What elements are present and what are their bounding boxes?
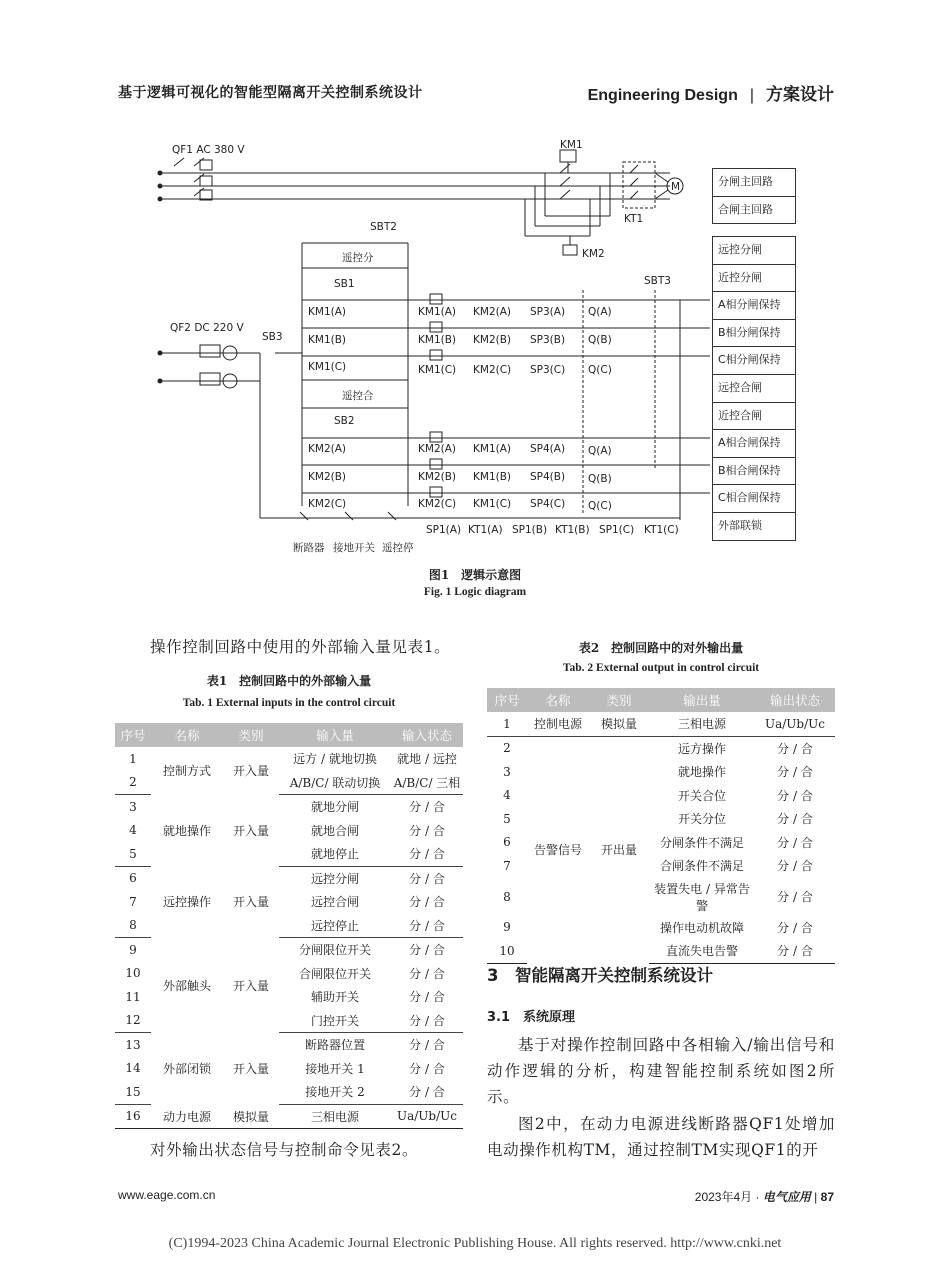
km2a-mid: KM2(A) <box>418 443 457 455</box>
side-box-open-main: 分闸主回路 <box>713 169 795 197</box>
section-header-cn: 方案设计 <box>766 85 834 104</box>
motor-label: M <box>671 181 681 193</box>
sbt3-label: SBT3 <box>644 275 671 287</box>
table1-header: 序号 <box>115 723 151 747</box>
cell-state: 就地 / 远控 <box>397 752 457 767</box>
row-number: 14 <box>125 1061 141 1076</box>
table1 <box>115 723 463 1129</box>
cell-state: 分 / 合 <box>409 943 445 958</box>
cell-item: 辅助开关 <box>310 990 359 1005</box>
km1b-mid: KM1(B) <box>418 334 457 346</box>
row-number: 1 <box>129 751 137 766</box>
cell-item: 远控分闸 <box>310 871 359 886</box>
cell-state: Ua/Ub/Uc <box>755 712 835 736</box>
group-name: 告警信号 <box>533 843 582 858</box>
row-number: 6 <box>129 871 137 886</box>
breaker-label: 断路器 <box>293 542 325 554</box>
group-name: 控制电源 <box>527 712 589 736</box>
table1-caption-en: Tab. 1 External inputs in the control circuit <box>182 697 396 709</box>
cell-item: 接地开关 2 <box>279 1080 391 1104</box>
table2-header: 名称 <box>527 688 589 712</box>
table1-header: 输入状态 <box>391 723 463 747</box>
side-box-remote-close: 远控合闸 <box>713 375 795 403</box>
cell-item: 合闸条件不满足 <box>659 859 744 874</box>
km1c-mid: KM1(C) <box>418 364 457 376</box>
row-number: 5 <box>115 842 151 866</box>
cell-item: 直流失电告警 <box>649 939 755 963</box>
kt1c-label: KT1(C) <box>644 524 679 536</box>
table2-caption-en: Tab. 2 External output in control circuit <box>562 662 760 674</box>
km2b-left: KM2(B) <box>308 471 347 483</box>
cell-state: Ua/Ub/Uc <box>391 1104 463 1129</box>
row-number: 5 <box>503 811 511 826</box>
row-number: 15 <box>115 1080 151 1104</box>
group-type: 开出量 <box>600 843 637 858</box>
side-box-b-open-hold: B相分闸保持 <box>713 320 795 348</box>
row-number: 7 <box>503 858 511 873</box>
cell-item: 接地开关 1 <box>305 1061 365 1076</box>
cell-state: 分 / 合 <box>409 990 445 1005</box>
table1-header: 类别 <box>223 723 279 747</box>
page-number: 87 <box>820 1190 834 1204</box>
sp3a-label: SP3(A) <box>530 306 566 318</box>
header-separator: | <box>749 87 754 104</box>
kt1a-label: KT1(A) <box>468 524 503 536</box>
table2-header: 输出量 <box>649 688 755 712</box>
table-row <box>115 795 463 819</box>
figure1-caption-cn: 图1 逻辑示意图 <box>428 568 522 582</box>
km1-label: KM1 <box>560 140 583 151</box>
cell-state: 分 / 合 <box>409 800 445 815</box>
group-name: 外部触头 <box>162 978 211 993</box>
table-row <box>115 1033 463 1057</box>
footer-separator: | <box>814 1190 818 1204</box>
kt1b-label: KT1(B) <box>555 524 590 536</box>
cell-item: 远控停止 <box>279 914 391 938</box>
cell-item: 断路器位置 <box>304 1038 365 1053</box>
row-number: 10 <box>125 966 141 981</box>
cell-item: 分闸条件不满足 <box>659 835 744 850</box>
cell-state: 分 / 合 <box>409 871 445 886</box>
cell-item: 分闸限位开关 <box>298 943 371 958</box>
side-box-c-close-hold: C相合闸保持 <box>713 485 795 513</box>
cell-state: 分 / 合 <box>409 966 445 981</box>
table1-header-row <box>115 723 463 747</box>
side-box-a-close-hold: A相合闸保持 <box>713 430 795 458</box>
section-header-en: Engineering Design <box>587 87 738 104</box>
row-number: 16 <box>115 1104 151 1129</box>
group-name: 外部闭锁 <box>162 1061 211 1076</box>
cell-state: 分 / 合 <box>777 812 813 827</box>
sp3b-label: SP3(B) <box>530 334 566 346</box>
cell-item: 操作电动机故障 <box>659 920 744 935</box>
group-type: 开入量 <box>232 895 269 910</box>
row-number: 10 <box>487 939 527 963</box>
sp4b-label: SP4(B) <box>530 471 566 483</box>
section3-title: 3 智能隔离开关控制系统设计 <box>487 966 713 985</box>
copyright-notice: (C)1994-2023 China Academic Journal Electronic Publishing House. All rights reserved. http://www.cnki.net <box>168 1236 782 1251</box>
km1a-mid2: KM1(A) <box>473 443 512 455</box>
cell-state: 分 / 合 <box>777 890 813 904</box>
para-after-table1: 对外输出状态信号与控制命令见表2。 <box>150 1141 419 1159</box>
para-before-table1: 操作控制回路中使用的外部输入量见表1。 <box>150 638 451 656</box>
sb3-label: SB3 <box>262 331 283 343</box>
km1c-left: KM1(C) <box>308 361 347 373</box>
qc-top: Q(C) <box>588 364 612 376</box>
km2b-mid1: KM2(B) <box>473 334 512 346</box>
row-number: 8 <box>503 889 511 904</box>
row-number: 9 <box>129 942 137 957</box>
row-number: 9 <box>503 920 511 935</box>
section31-title: 3.1 系统原理 <box>487 1010 576 1025</box>
main-circuit-boxes <box>712 168 796 224</box>
earth-switch-label: 接地开关 <box>333 542 375 554</box>
cell-item: 远控合闸 <box>310 895 359 910</box>
group-name: 就地操作 <box>162 823 211 838</box>
table-row <box>115 747 463 771</box>
group-type: 模拟量 <box>589 712 649 736</box>
sb2-label: SB2 <box>334 415 355 427</box>
group-type: 开入量 <box>232 823 269 838</box>
logic-diagram <box>150 140 710 560</box>
table-row <box>487 712 835 736</box>
cell-state: 分 / 合 <box>777 788 813 803</box>
row-number: 4 <box>503 788 511 803</box>
table-row <box>487 736 835 760</box>
cell-state: 分 / 合 <box>409 895 445 910</box>
row-number: 11 <box>125 989 141 1004</box>
cell-state: 分 / 合 <box>391 842 463 866</box>
kt1-label: KT1 <box>624 213 644 225</box>
km2c-left: KM2(C) <box>308 498 347 510</box>
sp1a-label: SP1(A) <box>426 524 462 536</box>
sb1-label: SB1 <box>334 278 355 290</box>
table2-header-row <box>487 688 835 712</box>
row-number: 12 <box>115 1009 151 1033</box>
qb-bottom: Q(B) <box>588 473 612 485</box>
km1b-left: KM1(B) <box>308 334 347 346</box>
side-box-a-open-hold: A相分闸保持 <box>713 292 795 320</box>
side-box-external-interlock: 外部联锁 <box>713 513 795 541</box>
km1a-left: KM1(A) <box>308 306 347 318</box>
group-type: 开入量 <box>232 978 269 993</box>
cell-state: 分 / 合 <box>391 914 463 938</box>
row-number: 3 <box>129 799 137 814</box>
cell-item: 远方 / 就地切换 <box>293 752 377 767</box>
side-box-c-open-hold: C相分闸保持 <box>713 347 795 375</box>
control-circuit-boxes <box>712 236 796 541</box>
footer-website: www.eage.com.cn <box>118 1188 216 1202</box>
sp4a-label: SP4(A) <box>530 443 566 455</box>
row-number: 7 <box>129 894 137 909</box>
group-name: 远控操作 <box>162 895 211 910</box>
km1b-mid2: KM1(B) <box>473 471 512 483</box>
cell-state: 分 / 合 <box>409 1038 445 1053</box>
cell-item: 就地操作 <box>677 765 726 780</box>
table-row <box>115 1104 463 1129</box>
km1a-mid: KM1(A) <box>418 306 457 318</box>
table2-header: 输出状态 <box>755 688 835 712</box>
table2 <box>487 688 835 964</box>
qf2-label: QF2 DC 220 V <box>170 322 244 334</box>
cell-state: 分 / 合 <box>777 835 813 850</box>
side-box-near-close: 近控合闸 <box>713 403 795 431</box>
qc-bottom: Q(C) <box>588 500 612 512</box>
qa-bottom: Q(A) <box>588 445 612 457</box>
cell-state: 分 / 合 <box>391 1080 463 1104</box>
cell-item: 开关合位 <box>677 788 726 803</box>
cell-item: 远方操作 <box>677 741 726 756</box>
km2a-left: KM2(A) <box>308 443 347 455</box>
figure1-caption-en: Fig. 1 Logic diagram <box>423 586 527 598</box>
row-number: 2 <box>115 771 151 795</box>
cell-state: 分 / 合 <box>391 1009 463 1033</box>
sp1c-label: SP1(C) <box>599 524 635 536</box>
remote-stop-label: 遥控停 <box>382 542 414 554</box>
row-number: 3 <box>503 764 511 779</box>
group-type: 开入量 <box>232 1061 269 1076</box>
row-number: 1 <box>487 712 527 736</box>
para-31-2: 图2中，在动力电源进线断路器QF1处增加电动操作机构TM，通过控制TM实现QF1的开 <box>487 1115 835 1159</box>
side-box-remote-open: 远控分闸 <box>713 237 795 265</box>
footer-date: 2023年4月 · <box>694 1190 760 1204</box>
table2-header: 序号 <box>487 688 527 712</box>
group-type: 模拟量 <box>223 1104 279 1129</box>
km2c-mid: KM2(C) <box>418 498 457 510</box>
row-number: 4 <box>129 823 137 838</box>
table-row <box>115 938 463 962</box>
journal-logo: 电气应用 <box>762 1190 811 1204</box>
km2c-mid1: KM2(C) <box>473 364 512 376</box>
group-type: 开入量 <box>232 764 269 779</box>
side-box-b-close-hold: B相合闸保持 <box>713 458 795 486</box>
sbt2-label: SBT2 <box>370 221 397 233</box>
qf1-label: QF1 AC 380 V <box>172 144 245 156</box>
cell-item: 开关分位 <box>677 812 726 827</box>
table2-header: 类别 <box>589 688 649 712</box>
sp3c-label: SP3(C) <box>530 364 566 376</box>
side-box-close-main: 合闸主回路 <box>713 197 795 225</box>
table2-caption-cn: 表2 控制回路中的对外输出量 <box>578 641 744 655</box>
table1-header: 名称 <box>151 723 223 747</box>
cell-state: 分 / 合 <box>777 859 813 874</box>
side-box-near-open: 近控分闸 <box>713 265 795 293</box>
table1-caption-cn: 表1 控制回路中的外部输入量 <box>206 674 372 688</box>
cell-item: A/B/C/ 联动切换 <box>279 771 391 795</box>
row-number: 6 <box>503 835 511 850</box>
km2b-mid: KM2(B) <box>418 471 457 483</box>
sp1b-label: SP1(B) <box>512 524 548 536</box>
cell-item: 三相电源 <box>649 712 755 736</box>
cell-state: 分 / 合 <box>409 823 445 838</box>
table-row <box>115 866 463 890</box>
cell-state: A/B/C/ 三相 <box>391 771 463 795</box>
km2a-mid1: KM2(A) <box>473 306 512 318</box>
remote-close-label: 遥控合 <box>342 390 374 402</box>
group-name: 控制方式 <box>162 764 211 779</box>
cell-item: 三相电源 <box>279 1104 391 1129</box>
cell-item: 门控开关 <box>279 1009 391 1033</box>
cell-item: 就地停止 <box>279 842 391 866</box>
row-number: 2 <box>503 741 511 756</box>
cell-state: 分 / 合 <box>755 939 835 963</box>
cell-state: 分 / 合 <box>777 765 813 780</box>
cell-state: 分 / 合 <box>777 741 813 756</box>
qb-top: Q(B) <box>588 334 612 346</box>
row-number: 13 <box>125 1037 141 1052</box>
sp4c-label: SP4(C) <box>530 498 566 510</box>
cell-item: 就地分闸 <box>310 800 359 815</box>
km2-label: KM2 <box>582 248 605 260</box>
para-31-1: 基于对操作控制回路中各相输入/输出信号和动作逻辑的分析，构建智能控制系统如图2所示。 <box>487 1036 835 1106</box>
footer-page-info <box>695 1188 834 1205</box>
section-header <box>588 80 834 105</box>
km1c-mid2: KM1(C) <box>473 498 512 510</box>
qa-top: Q(A) <box>588 306 612 318</box>
table1-header: 输入量 <box>279 723 391 747</box>
remote-open-label: 遥控分 <box>342 252 374 264</box>
cell-state: 分 / 合 <box>409 1061 445 1076</box>
group-name: 动力电源 <box>151 1104 223 1129</box>
cell-state: 分 / 合 <box>777 920 813 935</box>
cell-item: 装置失电 / 异常告警 <box>654 881 750 913</box>
cell-item: 合闸限位开关 <box>298 966 371 981</box>
cell-item: 就地合闸 <box>310 823 359 838</box>
running-title: 基于逻辑可视化的智能型隔离开关控制系统设计 <box>118 85 423 101</box>
row-number: 8 <box>115 914 151 938</box>
